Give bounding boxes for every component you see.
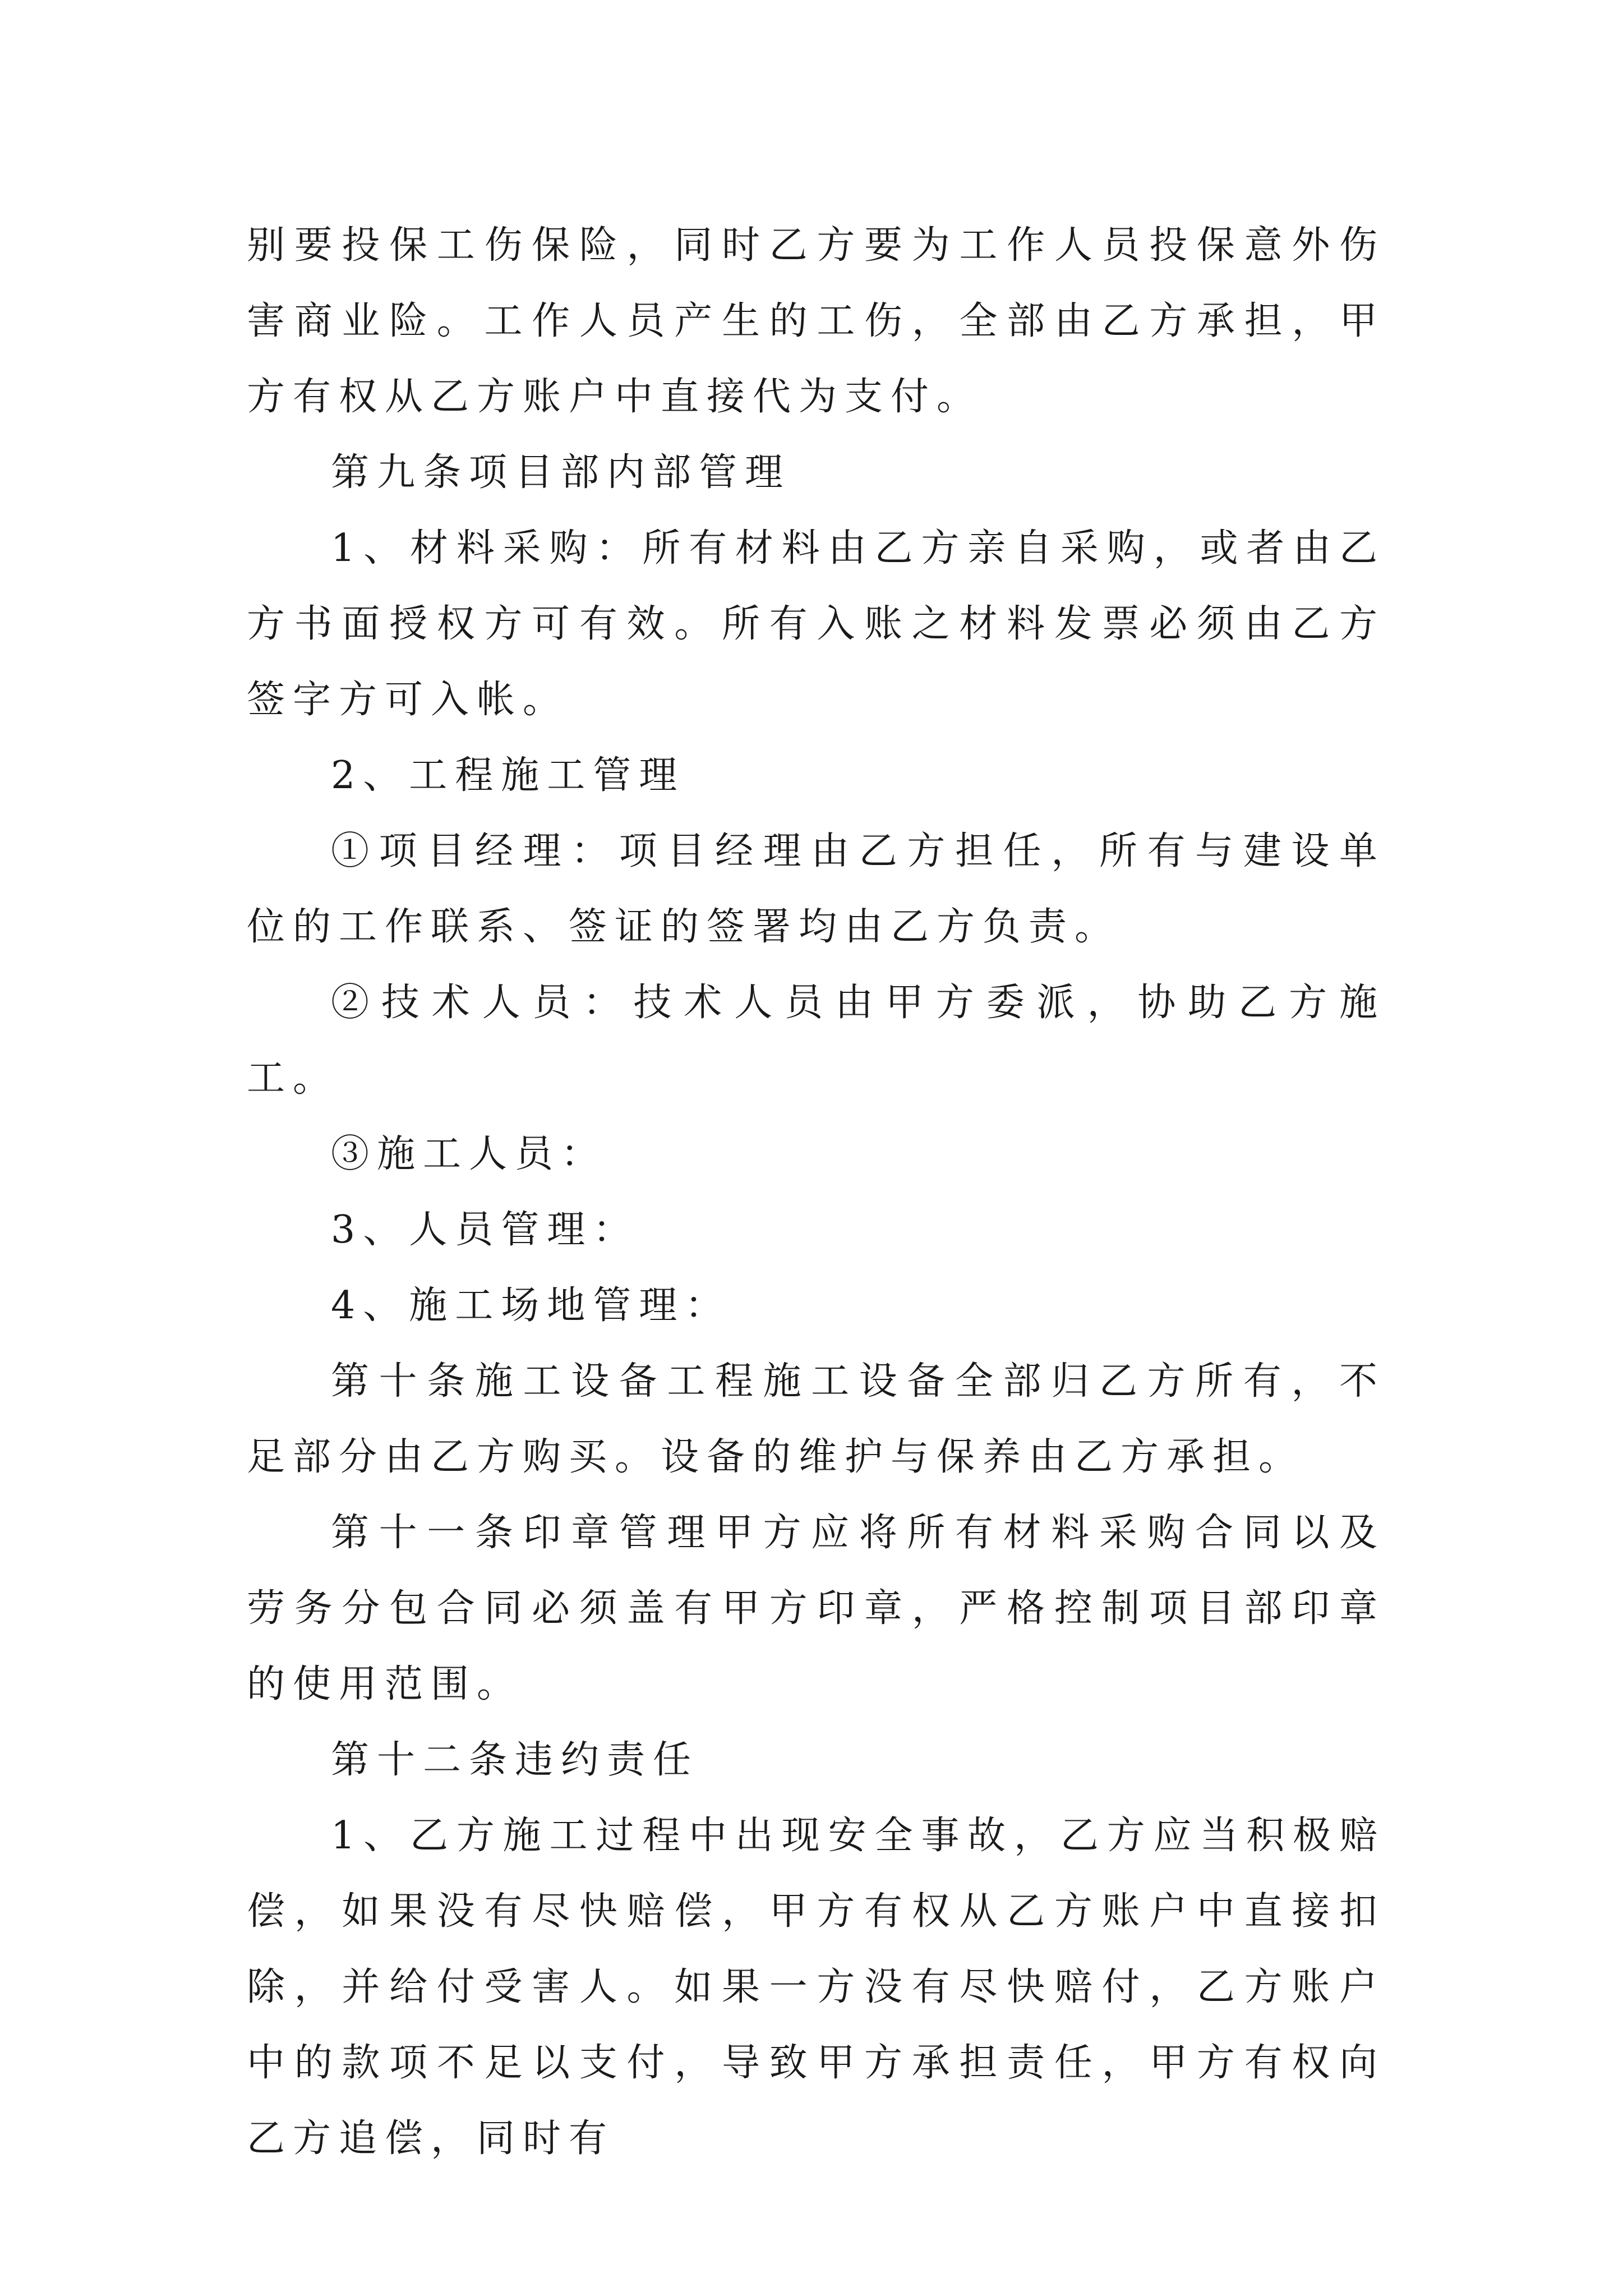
heading-article-9: 第九条项目部内部管理	[331, 450, 791, 495]
heading-article-12: 第十二条违约责任	[331, 1738, 699, 1782]
document-body	[247, 208, 1385, 2177]
paragraph-technical-staff: ②技术人员：技术人员由甲方委派，协助乙方施工。	[247, 981, 1385, 1101]
paragraph-construction-staff: ③施工人员：	[331, 1132, 607, 1176]
paragraph-project-manager: ①项目经理：项目经理由乙方担任，所有与建设单位的工作联系、签证的签署均由乙方负责。	[247, 829, 1385, 949]
paragraph-insurance-continued: 别要投保工伤保险，同时乙方要为工作人员投保意外伤害商业险。工作人员产生的工伤，全部由乙方承担，甲方有权从乙方账户中直接代为支付。	[247, 223, 1385, 419]
paragraph-material-purchase: 1、材料采购：所有材料由乙方亲自采购，或者由乙方书面授权方可有效。所有入账之材料发票必须由乙方签字方可入帐。	[247, 526, 1385, 722]
paragraph-article-10-equipment: 第十条施工设备工程施工设备全部归乙方所有，不足部分由乙方购买。设备的维护与保养由乙方承担。	[247, 1359, 1385, 1479]
paragraph-safety-liability: 1、乙方施工过程中出现安全事故，乙方应当积极赔偿，如果没有尽快赔偿，甲方有权从乙方账户中直接扣除，并给付受害人。如果一方没有尽快赔付，乙方账户中的款项不足以支付，导致甲方承担责任，甲方有权向乙方追偿，同时有	[247, 1814, 1385, 2161]
paragraph-site-management: 4、施工场地管理：	[331, 1283, 731, 1328]
paragraph-personnel-management: 3、人员管理：	[331, 1208, 639, 1252]
paragraph-construction-management: 2、工程施工管理	[331, 753, 685, 798]
paragraph-article-11-seal: 第十一条印章管理甲方应将所有材料采购合同以及劳务分包合同必须盖有甲方印章，严格控制项目部印章的使用范围。	[247, 1511, 1385, 1706]
